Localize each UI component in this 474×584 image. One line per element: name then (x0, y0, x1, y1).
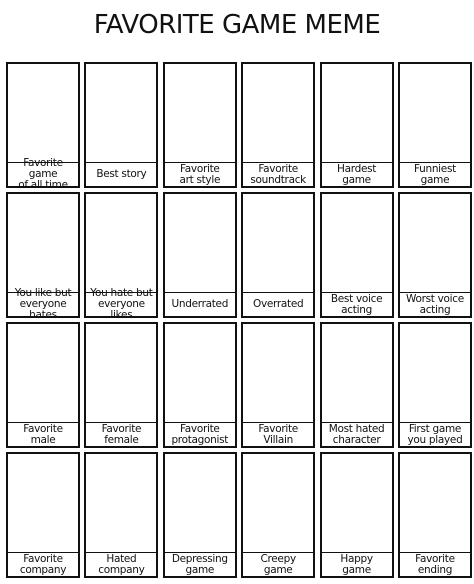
page-title: FAVORITE GAME MEME (93, 10, 381, 40)
meme-card (84, 322, 158, 448)
card-caption: Hardest game (322, 162, 392, 186)
meme-card (163, 322, 237, 448)
card-caption: Favorite company (8, 552, 78, 576)
card-caption: Favorite female (86, 422, 156, 446)
meme-card (398, 62, 472, 188)
card-caption: You like but everyone hates (8, 292, 78, 316)
image-slot (165, 64, 235, 162)
meme-card (320, 192, 394, 318)
image-slot (400, 324, 470, 422)
meme-card (241, 452, 315, 578)
meme-card (241, 322, 315, 448)
meme-card (320, 322, 394, 448)
image-slot (8, 454, 78, 552)
image-slot (8, 324, 78, 422)
card-caption: Happy game (322, 552, 392, 576)
meme-card (84, 62, 158, 188)
card-caption: First game you played (400, 422, 470, 446)
meme-grid (6, 62, 472, 578)
image-slot (322, 64, 392, 162)
meme-card (84, 452, 158, 578)
card-caption: Favorite male (8, 422, 78, 446)
image-slot (322, 324, 392, 422)
image-slot (400, 194, 470, 292)
card-caption: Best story (86, 162, 156, 186)
meme-card (163, 452, 237, 578)
meme-card (84, 192, 158, 321)
image-slot (322, 194, 392, 292)
image-slot (165, 194, 235, 292)
meme-card (398, 452, 472, 578)
card-caption: You hate but everyone likes (86, 292, 156, 316)
image-slot (400, 64, 470, 162)
meme-card (398, 192, 472, 318)
card-caption: Favorite ending (400, 552, 470, 576)
image-slot (8, 64, 78, 162)
card-caption: Depressing game (165, 552, 235, 576)
meme-card (6, 62, 80, 191)
meme-card (398, 322, 472, 448)
image-slot (243, 454, 313, 552)
card-caption: Worst voice acting (400, 292, 470, 316)
image-slot (400, 454, 470, 552)
image-slot (8, 194, 78, 292)
meme-card (163, 62, 237, 188)
card-caption: Favorite protagonist (165, 422, 235, 446)
image-slot (165, 324, 235, 422)
image-slot (86, 454, 156, 552)
card-caption: Hated company (86, 552, 156, 576)
meme-card (241, 62, 315, 188)
image-slot (243, 324, 313, 422)
image-slot (322, 454, 392, 552)
meme-card (6, 452, 80, 578)
image-slot (86, 64, 156, 162)
meme-card (320, 452, 394, 578)
card-caption: Most hated character (322, 422, 392, 446)
card-caption: Funniest game (400, 162, 470, 186)
card-caption: Overrated (243, 292, 313, 316)
card-caption: Underrated (165, 292, 235, 316)
card-caption: Best voice acting (322, 292, 392, 316)
image-slot (243, 64, 313, 162)
card-caption: Creepy game (243, 552, 313, 576)
meme-card (241, 192, 315, 318)
image-slot (86, 194, 156, 292)
card-caption: Favorite Villain (243, 422, 313, 446)
meme-card (320, 62, 394, 188)
card-caption: Favorite game of all time (8, 162, 78, 186)
card-caption: Favorite soundtrack (243, 162, 313, 186)
meme-card (6, 192, 80, 321)
meme-card (6, 322, 80, 448)
image-slot (243, 194, 313, 292)
image-slot (86, 324, 156, 422)
image-slot (165, 454, 235, 552)
meme-card (163, 192, 237, 318)
card-caption: Favorite art style (165, 162, 235, 186)
